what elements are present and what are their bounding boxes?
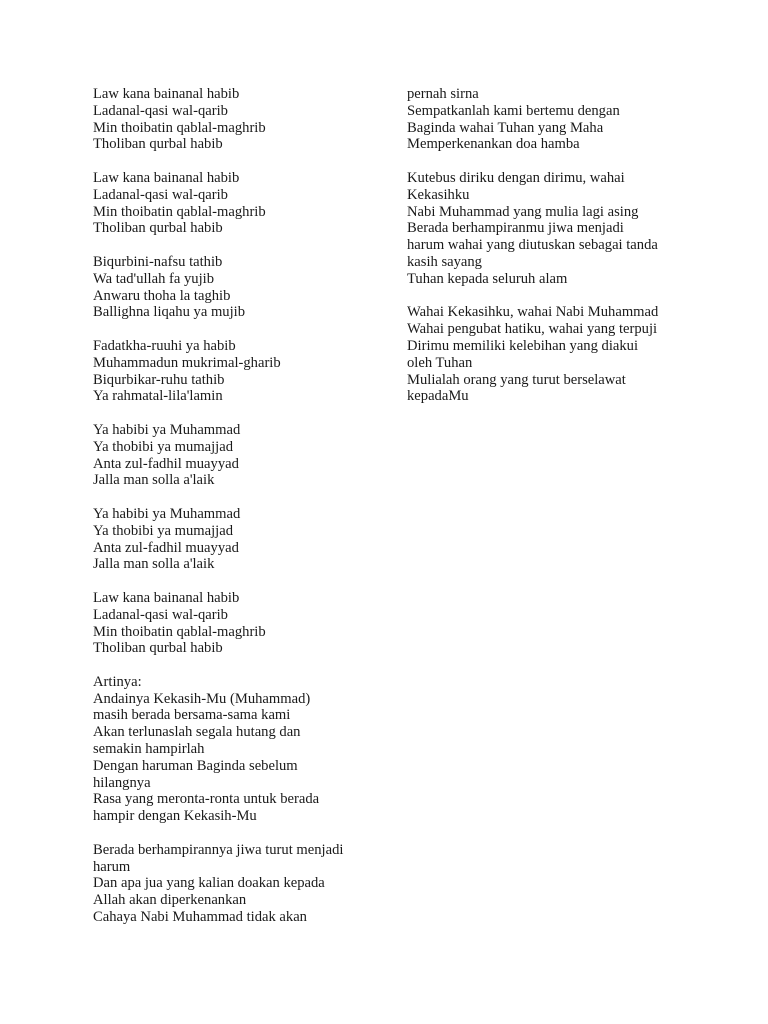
blank-line <box>93 321 343 338</box>
text-line: harum <box>93 858 131 875</box>
text-line: masih berada bersama-sama kami <box>93 707 291 724</box>
text-line: kepadaMu <box>407 388 469 405</box>
text-line: kasih sayang <box>407 253 482 270</box>
text-line: hilangnya <box>93 774 151 791</box>
text-line: Law kana bainanal habib <box>93 86 240 102</box>
text-line: Law kana bainanal habib <box>93 169 240 186</box>
text-line: Kekasihku <box>407 186 470 203</box>
text-line: semakin hampirlah <box>93 741 205 758</box>
text-line: Andainya Kekasih-Mu (Muhammad) <box>93 690 311 707</box>
text-line: oleh Tuhan <box>407 354 473 371</box>
text-line: Dan apa jua yang kalian doakan kepada <box>93 875 325 892</box>
text-line: Akan terlunaslah segala hutang dan <box>93 724 301 741</box>
text-line: Sempatkanlah kami bertemu dengan <box>407 102 620 119</box>
text-line: Tholiban qurbal habib <box>93 136 223 153</box>
text-line: harum wahai yang diutuskan sebagai tanda <box>407 237 658 254</box>
text-line: Kutebus diriku dengan dirimu, wahai <box>407 169 625 186</box>
text-line: Rasa yang meronta-ronta untuk berada <box>93 791 320 808</box>
left-text-column <box>93 86 343 926</box>
text-line: Baginda wahai Tuhan yang Maha <box>407 119 604 136</box>
text-line: Anta zul-fadhil muayyad <box>93 539 239 556</box>
blank-line <box>407 288 658 305</box>
text-line: Ladanal-qasi wal-qarib <box>93 606 228 623</box>
text-line: Fadatkha-ruuhi ya habib <box>93 337 236 354</box>
text-line: Mulialah orang yang turut berselawat <box>407 371 626 388</box>
blank-line <box>93 405 343 422</box>
text-line: Wahai pengubat hatiku, wahai yang terpuji <box>407 321 658 338</box>
text-line: pernah sirna <box>407 86 479 102</box>
blank-line <box>93 237 343 254</box>
text-line: Tuhan kepada seluruh alam <box>407 270 568 287</box>
text-line: Tholiban qurbal habib <box>93 640 223 657</box>
text-line: Muhammadun mukrimal-gharib <box>93 354 281 371</box>
text-line: Min thoibatin qablal-maghrib <box>93 623 266 640</box>
text-line: Berada berhampiranmu jiwa menjadi <box>407 220 624 237</box>
text-line: Memperkenankan doa hamba <box>407 136 580 153</box>
blank-line <box>407 153 658 170</box>
text-line: Ya thobibi ya mumajjad <box>93 522 233 539</box>
text-line: Min thoibatin qablal-maghrib <box>93 119 266 136</box>
text-line: Anwaru thoha la taghib <box>93 287 231 304</box>
text-line: Ya habibi ya Muhammad <box>93 505 241 522</box>
text-line: Min thoibatin qablal-maghrib <box>93 203 266 220</box>
blank-line <box>93 825 343 842</box>
text-line: Wahai Kekasihku, wahai Nabi Muhammad <box>407 304 659 321</box>
text-line: Allah akan diperkenankan <box>93 892 247 909</box>
blank-line <box>93 153 343 170</box>
text-line: Biqurbini-nafsu tathib <box>93 253 223 270</box>
text-line: Ladanal-qasi wal-qarib <box>93 186 228 203</box>
text-line: Nabi Muhammad yang mulia lagi asing <box>407 203 639 220</box>
text-line: Jalla man solla a'laik <box>93 556 215 573</box>
text-line: Wa tad'ullah fa yujib <box>93 270 215 287</box>
blank-line <box>93 573 343 590</box>
text-line: Ballighna liqahu ya mujib <box>93 304 245 321</box>
right-text-column <box>407 86 658 405</box>
text-line: Cahaya Nabi Muhammad tidak akan <box>93 909 307 926</box>
text-line: Tholiban qurbal habib <box>93 220 223 237</box>
text-line: Anta zul-fadhil muayyad <box>93 455 239 472</box>
text-line: Ya rahmatal-lila'lamin <box>93 388 223 405</box>
blank-line <box>93 489 343 506</box>
text-line: Ladanal-qasi wal-qarib <box>93 102 228 119</box>
text-line: Dirimu memiliki kelebihan yang diakui <box>407 337 639 354</box>
text-line: Artinya: <box>93 673 142 690</box>
text-line: Jalla man solla a'laik <box>93 472 215 489</box>
text-line: Biqurbikar-ruhu tathib <box>93 371 225 388</box>
text-line: hampir dengan Kekasih-Mu <box>93 808 257 825</box>
text-line: Ya thobibi ya mumajjad <box>93 438 233 455</box>
blank-line <box>93 657 343 674</box>
text-line: Law kana bainanal habib <box>93 589 240 606</box>
text-line: Ya habibi ya Muhammad <box>93 421 241 438</box>
text-line: Dengan haruman Baginda sebelum <box>93 757 298 774</box>
text-line: Berada berhampirannya jiwa turut menjadi <box>93 841 344 858</box>
